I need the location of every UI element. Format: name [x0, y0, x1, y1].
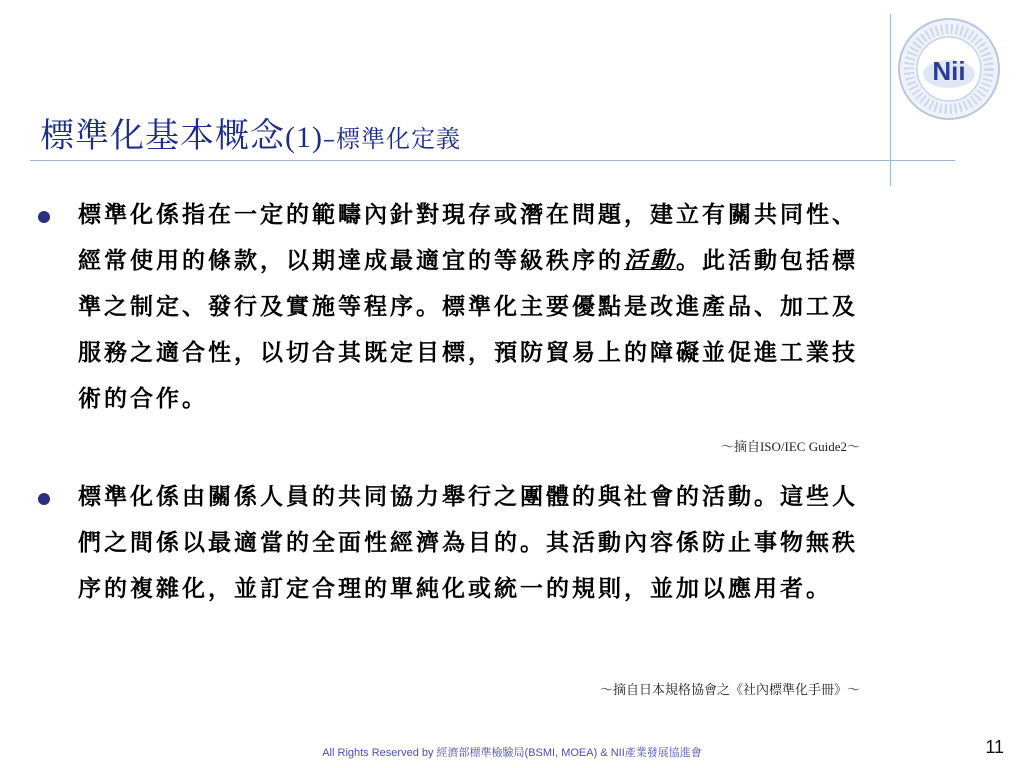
bullet-1-text [78, 192, 868, 422]
footer-copyright: All Rights Reserved by 經濟部標準檢驗局(BSMI, MOEA) & NII產業發展協進會 [322, 747, 702, 759]
title-main: 標準化基本概念 [40, 116, 285, 156]
bullet-2-text: 標準化係由關係人員的共同協力舉行之團體的與社會的活動。這些人們之間係以最適當的全面性經濟為目的。其活動內容係防止事物無秩序的複雜化，並訂定合理的單純化或統一的規則，並加以應用者。 [78, 483, 858, 602]
bullet-1-marker [38, 211, 50, 223]
title-number: (1) [285, 121, 323, 154]
bullet-2-source: ～摘自日本規格協會之《社內標準化手冊》～ [599, 682, 860, 697]
bullet-2-marker [38, 493, 50, 505]
bullet-1-text-part1: 標準化係指在一定的範疇內針對現存或潛在問題，建立有關共同性、經常使用的條款，以期達成最適宜的等級秩序的 [78, 201, 858, 274]
logo-text: Nii [932, 56, 966, 86]
slide-title [40, 108, 461, 157]
title-sub: –標準化定義 [322, 125, 461, 153]
bullet-1-source: ～摘自ISO/IEC Guide2～ [720, 439, 860, 454]
page-number: 11 [985, 737, 1004, 757]
bullet-1-text-part2: 。此活動包括標準之制定、發行及實施等程序。標準化主要優點是改進產品、加工及服務之適合性，以切合其既定目標，預防貿易上的障礙並促進工業技術的合作。 [78, 247, 858, 412]
nii-logo [894, 14, 1004, 124]
bullet-1-emphasis: 活動 [624, 247, 676, 274]
title-underline [30, 160, 955, 161]
